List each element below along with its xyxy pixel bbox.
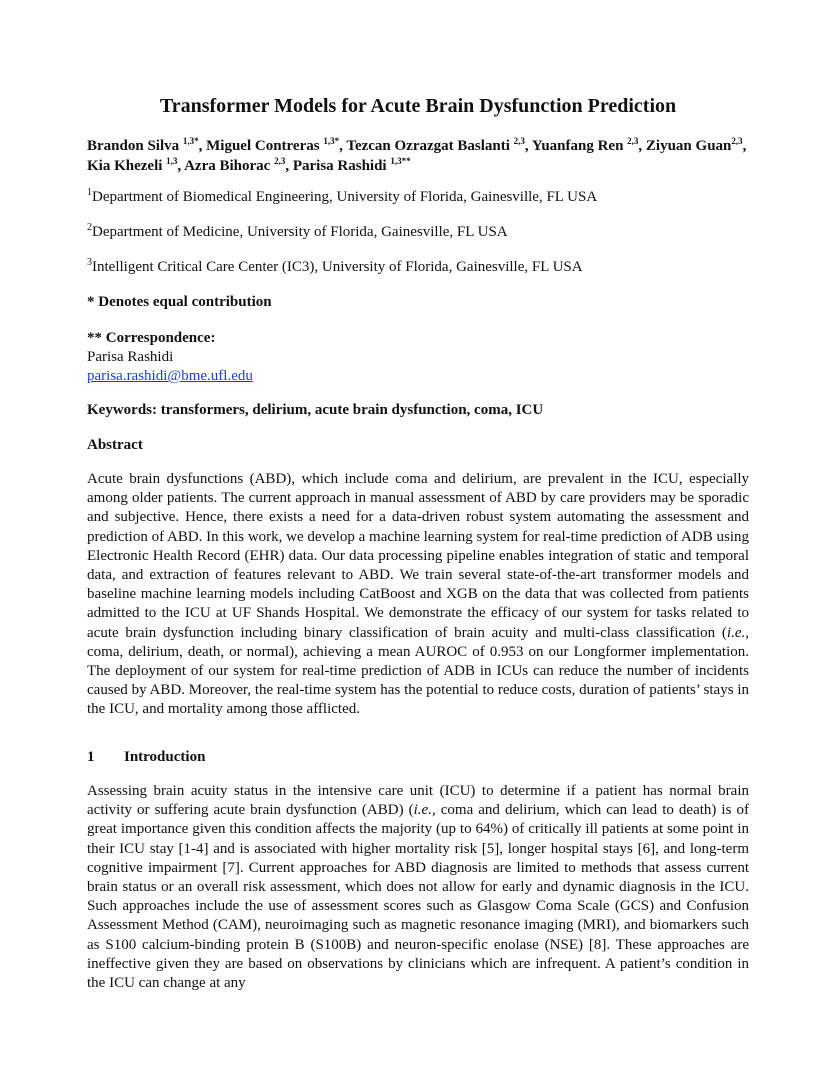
abstract-text: Acute brain dysfunctions (ABD), which include coma and delirium, are prevalent in the ICU, especially among older patients. The current approach in manual assessment of ABD by care providers may be sporadic and subjective. Hence, there exists a need for a data-driven robust system automating the assessment and prediction of ABD. In this work, we develop a machine learning system for real-time prediction of ADB using Electronic Health Record (EHR) data. Our data processing pipeline enables integration of static and temporal data, and extraction of features relevant to ABD. We train several state-of-the-art transformer models and baseline machine learning models including CatBoost and XGB on the data that was collected from patients admitted to the ICU at UF Shands Hospital. We demonstrate the efficacy of our system for tasks related to acute brain dysfunction including binary classification of brain acuity and multi-class classification (i.e., coma, delirium, death, or normal), achieving a mean AUROC of 0.953 on our Longformer implementation. The deployment of our system for real-time prediction of ADB in ICUs can reduce the number of incidents caused by ABD. Moreover, the real-time system has the potential to reduce costs, duration of patients’ stays in the ICU, and mortality among those afflicted. [87,471,749,718]
author: Tezcan Ozrazgat Baslanti $^{2,3}$, [346,136,532,154]
author: Parisa Rashidi $^{1,3**}$ [292,156,411,174]
author: Yuanfang Ren $^{2,3}$, [531,136,646,154]
section-heading-introduction: 1 Introduction [87,749,206,765]
introduction-text: Assessing brain acuity status in the intensive care unit (ICU) to determine if a patient has normal brain activity or suffering acute brain dysfunction (ABD) (i.e., coma and delirium, which can lead to death) is of great importance given this condition affects the majority (up to 64%) of critically ill patients at some point in their ICU stay [1-4] and is associated with higher mortality risk [5], longer hospital stays [6], and long-term cognitive impairment [7]. Current approaches for ABD diagnosis are limited to methods that assess current brain status or an overall risk assessment, which does not allow for early and dynamic diagnosis in the ICU. Such approaches include the use of assessment scores such as Glasgow Coma Scale (GCS) and Confusion Assessment Method (CAM), neuroimaging such as magnetic resonance imaging (MRI), and biomarkers such as S100 calcium-binding protein B (S100B) and neuron-specific enolase (NSE) [8]. These approaches are ineffective given they are based on observations by clinicians which are infrequent. A patient’s condition in the ICU can change at any [87,783,749,992]
author: Ziyuan Guan$^{2,3}$, [645,136,747,154]
author: Azra Bihorac $^{2,3}$, [184,156,293,174]
correspondence-email-link[interactable]: parisa.rashidi@bme.ufl.edu [87,368,253,384]
abstract-heading: Abstract [87,437,143,453]
author: Brandon Silva $^{1,3*}$, [87,136,207,154]
correspondence [87,329,749,386]
affiliation: $^2$Department of Medicine, University of Florida, Gainesville, FL USA [87,222,508,240]
equal-contribution-note: * Denotes equal contribution [87,294,272,310]
paper-title: Transformer Models for Acute Brain Dysfunction Prediction [159,95,677,117]
correspondence-name: Parisa Rashidi [87,349,174,365]
correspondence-label: ** Correspondence: [87,330,216,346]
author-list [87,136,749,176]
affiliation: $^3$Intelligent Critical Care Center (IC3), University of Florida, Gainesville, FL USA [87,257,583,275]
affiliation: $^1$Department of Biomedical Engineering, University of Florida, Gainesville, FL USA [87,187,598,205]
author: Miguel Contreras $^{1,3*}$, [206,136,347,154]
keywords: Keywords: transformers, delirium, acute brain dysfunction, coma, ICU [87,402,544,418]
author: Kia Khezeli $^{1,3}$, [87,156,185,174]
